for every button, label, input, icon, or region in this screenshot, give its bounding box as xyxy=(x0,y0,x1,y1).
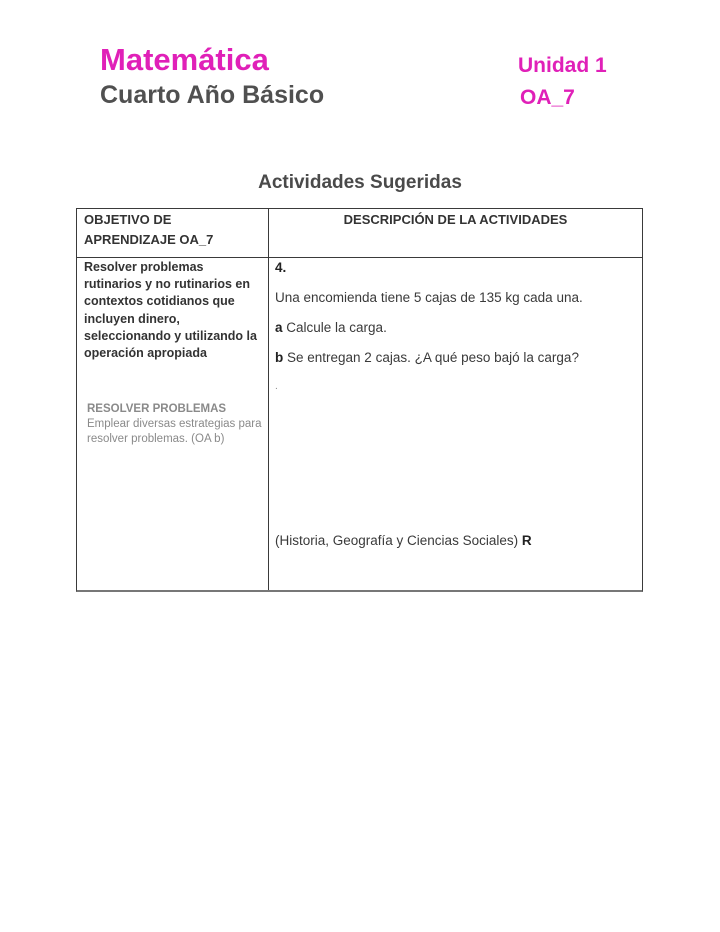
grade-title: Cuarto Año Básico xyxy=(100,81,325,109)
header-divider xyxy=(77,257,642,258)
objective-code: OA_7 xyxy=(520,86,575,109)
header-objective-line1: OBJETIVO DE xyxy=(84,212,172,227)
column-divider xyxy=(268,209,269,590)
skill-title: RESOLVER PROBLEMAS xyxy=(87,403,227,415)
section-title: Actividades Sugeridas xyxy=(258,172,462,193)
activity-reference xyxy=(275,533,532,548)
header-objective-line2: APRENDIZAJE OA_7 xyxy=(84,232,214,247)
activity-number: 4. xyxy=(275,260,287,275)
activities-table xyxy=(76,208,643,592)
item-b-text: Se entregan 2 cajas. ¿A qué peso bajó la carga? xyxy=(283,350,579,365)
reference-tag: R xyxy=(521,533,532,548)
reference-text: (Historia, Geografía y Ciencias Sociales) xyxy=(275,533,522,548)
objective-text: Resolver problemas rutinarios y no rutinarios en contextos cotidianos que incluyen dinero, seleccionando y utilizando la operación apropiada xyxy=(84,260,257,361)
item-b-label: b xyxy=(275,350,284,365)
unit-label: Unidad 1 xyxy=(518,54,607,77)
header-description: DESCRIPCIÓN DE LA ACTIVIDADES xyxy=(343,212,568,227)
skill-description: Emplear diversas estrategias para resolver problemas. (OA b) xyxy=(87,418,262,445)
stray-dot: . xyxy=(275,381,278,392)
activity-statement: Una encomienda tiene 5 cajas de 135 kg cada una. xyxy=(275,290,583,305)
item-a-label: a xyxy=(275,320,283,335)
activity-item-b xyxy=(275,350,579,365)
item-a-text: Calcule la carga. xyxy=(282,320,387,335)
skill-box xyxy=(87,402,262,447)
header-objective xyxy=(84,210,213,250)
subject-title: Matemática xyxy=(100,42,269,77)
activity-item-a xyxy=(275,320,387,335)
